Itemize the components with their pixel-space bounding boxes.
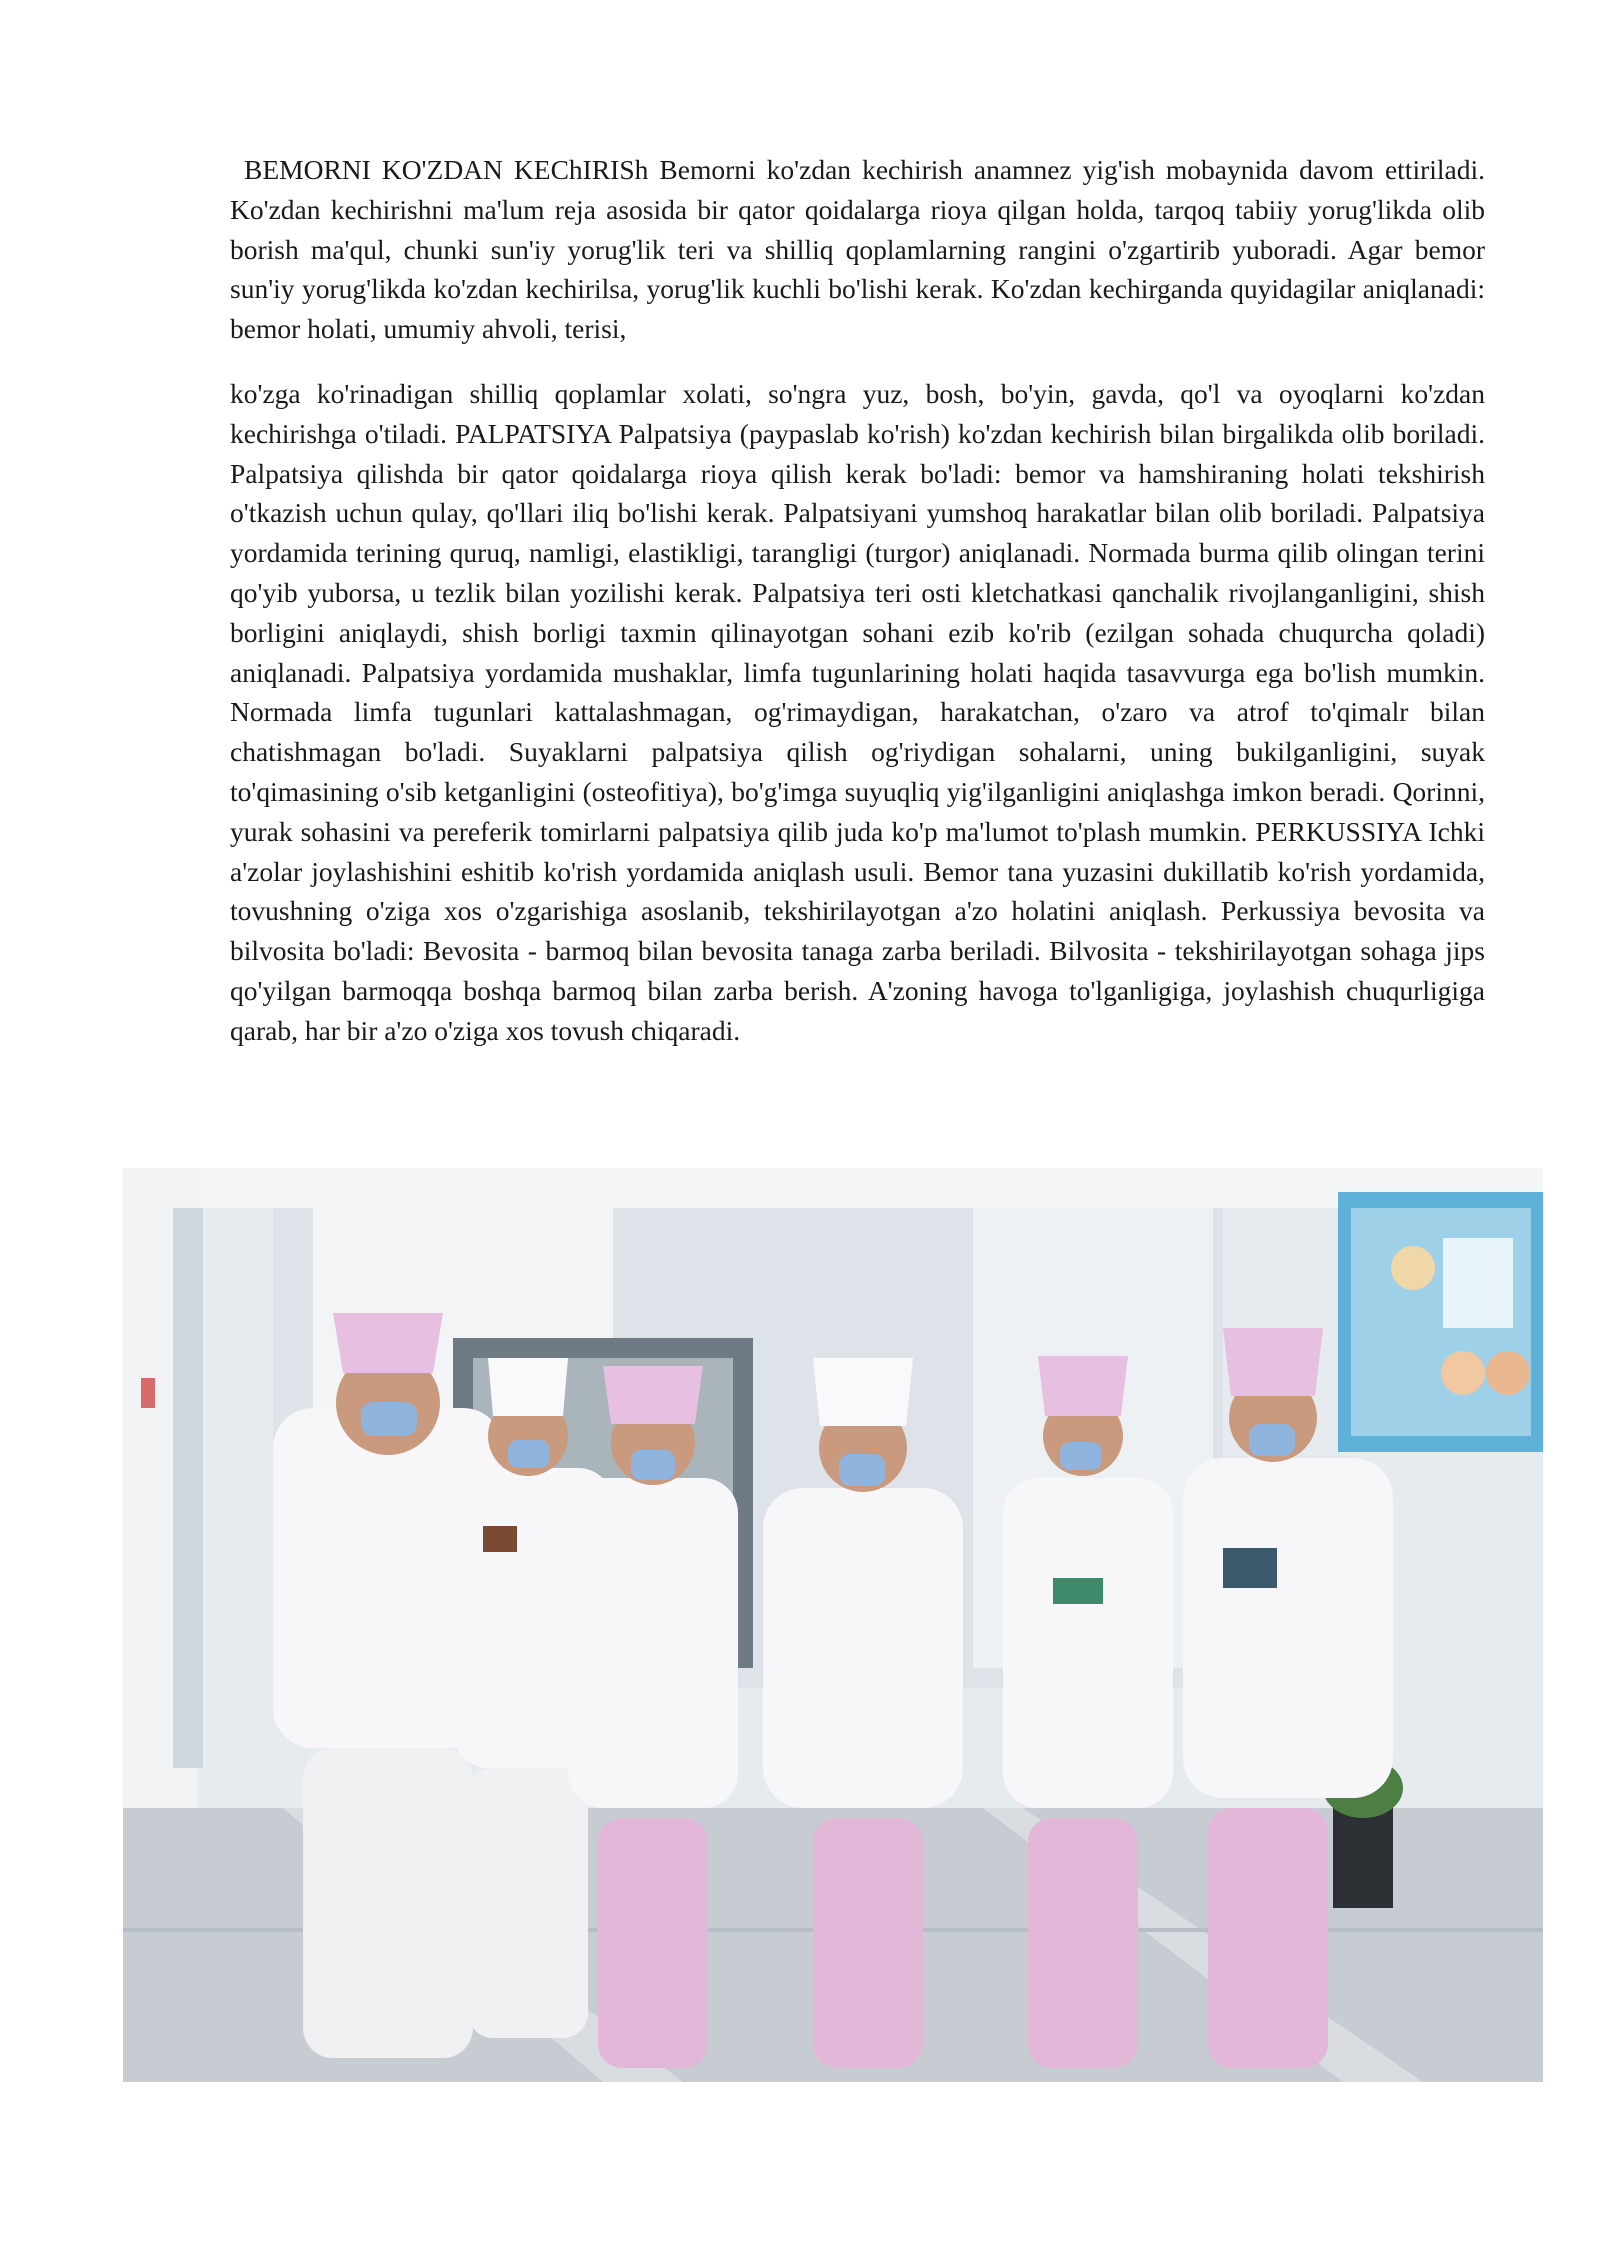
paragraph-text: BEMORNI KO'ZDAN KEChIRISh Bemorni ko'zdan kechirish anamnez yig'ish mobaynida davom ettiriladi. Ko'zdan kechirishni ma'lum reja asosida bir qator qoidalarga rioya qilgan holda, tarqoq tabiiy yorug'likda olib borish ma'qul, chunki sun'iy yorug'lik teri va shilliq qoplamlarning rangini o'zgartirib yuboradi. Agar bemor sun'iy yorug'likda ko'zdan kechirilsa, yorug'lik kuchli bo'lishi kerak. Ko'zdan kechirganda quyidagilar aniqlanadi: bemor holati, umumiy ahvoli, terisi, bbox=[230, 154, 1485, 345]
text-paragraph-2 bbox=[230, 374, 1485, 1051]
text-paragraph-1 bbox=[230, 150, 1485, 349]
nurses-photo bbox=[123, 1168, 1543, 2082]
paragraph-text: ko'zga ko'rinadigan shilliq qoplamlar xolati, so'ngra yuz, bosh, bo'yin, gavda, qo'l va oyoqlarni ko'zdan kechirishga o'tiladi. PALPATSIYA Palpatsiya (paypaslab ko'rish) ko'zdan kechirish bilan birgalikda olib boriladi. Palpatsiya qilishda bir qator qoidalarga rioya qilish kerak bo'ladi: bemor va hamshiraning holati tekshirish o'tkazish uchun qulay, qo'llari iliq bo'lishi kerak. Palpatsiyani yumshoq harakatlar bilan olib boriladi. Palpatsiya yordamida terining quruq, namligi, elastikligi, tarangligi (turgor) aniqlanadi. Normada burma qilib olingan terini qo'yib yuborsa, u tezlik bilan yozilishi kerak. Palpatsiya teri osti kletchatkasi qanchalik rivojlanganligini, shish borligini aniqlaydi, shish borligi taxmin qilinayotgan sohani ezib ko'rib (ezilgan sohada chuqurcha qoladi) aniqlanadi. Palpatsiya yordamida mushaklar, limfa tugunlarining holati haqida tasavvurga ega bo'lish mumkin. Normada limfa tugunlari kattalashmagan, og'rimaydigan, harakatchan, o'zaro va atrof to'qimalr bilan chatishmagan bo'ladi. Suyaklarni palpatsiya qilish og'riydigan sohalarni, uning bukilganligini, suyak to'qimasining o'sib ketganligini (osteofitiya), bo'g'imga suyuqliq yig'ilganligini aniqlashga imkon beradi. Qorinni, yurak sohasini va pereferik tomirlarni palpatsiya qilib juda ko'p ma'lumot to'plash mumkin. PERKUSSIYA Ichki a'zolar joylashishini eshitib ko'rish yordamida aniqlash usuli. Bemor tana yuzasini dukillatib ko'rish yordamida, tovushning o'ziga xos o'zgarishiga asoslanib, tekshirilayotgan a'zo holatini aniqlash. Perkussiya bevosita va bilvosita bo'ladi: Bevosita - barmoq bilan bevosita tanaga zarba beriladi. Bilvosita - tekshirilayotgan sohaga jips qo'yilgan barmoqqa boshqa barmoq bilan zarba berish. A'zoning havoga to'lganligiga, joylashish chuqurligiga qarab, har bir a'zo o'ziga xos tovush chiqaradi. bbox=[230, 378, 1485, 1046]
photo-icon bbox=[123, 1168, 1543, 2082]
